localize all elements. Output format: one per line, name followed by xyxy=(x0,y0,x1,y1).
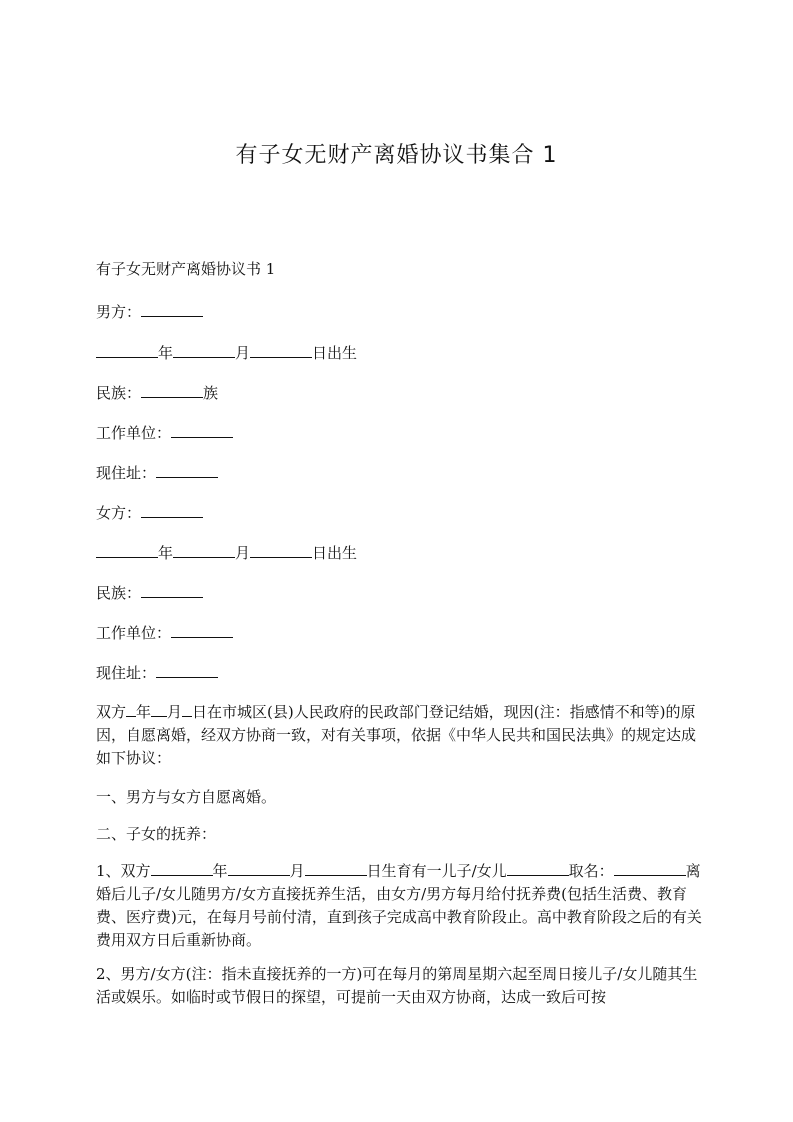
year-label: 年 xyxy=(158,544,174,562)
intro-month: 月 xyxy=(167,703,183,721)
child-birth-month-blank xyxy=(228,861,290,876)
birth-year-blank xyxy=(96,543,158,558)
c1-name-label: 取名： xyxy=(568,862,614,880)
c1-text: 1、双方 xyxy=(96,862,151,880)
c1-year: 年 xyxy=(212,862,228,880)
month-label: 月 xyxy=(235,544,251,562)
child-birth-year-blank xyxy=(151,861,213,876)
custody-paragraph xyxy=(96,860,708,952)
birth-month-blank xyxy=(173,543,235,558)
male-line xyxy=(96,302,706,323)
c1-month: 月 xyxy=(289,862,305,880)
intro-year: 年 xyxy=(136,703,152,721)
birth-day-blank xyxy=(250,543,312,558)
agreement-subtitle: 有子女无财产离婚协议书 1 xyxy=(96,260,276,278)
intro-rest: 日在市城区(县)人民政府的民政部门登记结婚，现因(注：指感情不和等)的原因，自愿离婚，经双方协商一致，对有关事项，依据《中华人民共和国民法典》的规定达成如下协议： xyxy=(96,703,697,767)
year-label: 年 xyxy=(158,344,174,362)
child-blank xyxy=(507,861,569,876)
male-name-blank xyxy=(141,302,203,317)
year-blank xyxy=(126,702,136,717)
intro-text: 双方 xyxy=(96,703,127,721)
born-label: 日出生 xyxy=(312,344,358,362)
child-birth-day-blank xyxy=(305,861,367,876)
c1-child: 日生育有一儿子/女儿 xyxy=(366,862,507,880)
month-label: 月 xyxy=(235,344,251,362)
address-blank xyxy=(156,463,218,478)
month-blank xyxy=(151,702,167,717)
birth-month-blank xyxy=(173,343,235,358)
female-label: 女方： xyxy=(96,504,142,522)
clause-1: 一、男方与女方自愿离婚。 xyxy=(96,788,277,806)
birth-day-blank xyxy=(250,343,312,358)
ethnicity-label: 民族： xyxy=(96,384,142,402)
male-work-line xyxy=(96,423,706,444)
work-label: 工作单位： xyxy=(96,424,172,442)
male-birth-line xyxy=(96,343,706,364)
address-label: 现住址： xyxy=(96,664,157,682)
ethnicity-blank xyxy=(141,383,203,398)
ethnicity-suffix: 族 xyxy=(203,384,219,402)
ethnicity-blank xyxy=(141,583,203,598)
document-title: 有子女无财产离婚协议书集合 1 xyxy=(235,143,558,168)
address-label: 现住址： xyxy=(96,464,157,482)
visitation-paragraph: 2、男方/女方(注：指未直接抚养的一方)可在每月的第周星期六起至周日接儿子/女儿随其生活或娱乐。如临时或节假日的探望，可提前一天由双方协商，达成一致后可按 xyxy=(96,965,698,1006)
born-label: 日出生 xyxy=(312,544,358,562)
male-address-line xyxy=(96,463,706,484)
female-work-line xyxy=(96,623,706,644)
c1-rest: 离婚后儿子/女儿随男方/女方直接抚养生活，由女方/男方每月给付抚养费(包括生活费、教育费、医疗费)元，在每月号前付清，直到孩子完成高中教育阶段止。高中教育阶段之后的有关费用双方日后重新协商。 xyxy=(96,862,702,949)
work-blank xyxy=(171,423,233,438)
child-name-blank xyxy=(614,861,676,876)
day-blank xyxy=(182,702,192,717)
child-name-blank-tail xyxy=(676,861,686,876)
work-blank xyxy=(171,623,233,638)
marriage-intro-paragraph xyxy=(96,701,708,770)
female-ethnicity-line xyxy=(96,583,706,604)
work-label: 工作单位： xyxy=(96,624,172,642)
male-label: 男方： xyxy=(96,303,142,321)
address-blank xyxy=(156,663,218,678)
female-line xyxy=(96,503,706,524)
female-name-blank xyxy=(141,503,203,518)
female-address-line xyxy=(96,663,706,684)
female-birth-line xyxy=(96,543,706,564)
male-ethnicity-line xyxy=(96,383,706,404)
birth-year-blank xyxy=(96,343,158,358)
ethnicity-label: 民族： xyxy=(96,584,142,602)
clause-2-heading: 二、子女的抚养： xyxy=(96,825,217,843)
